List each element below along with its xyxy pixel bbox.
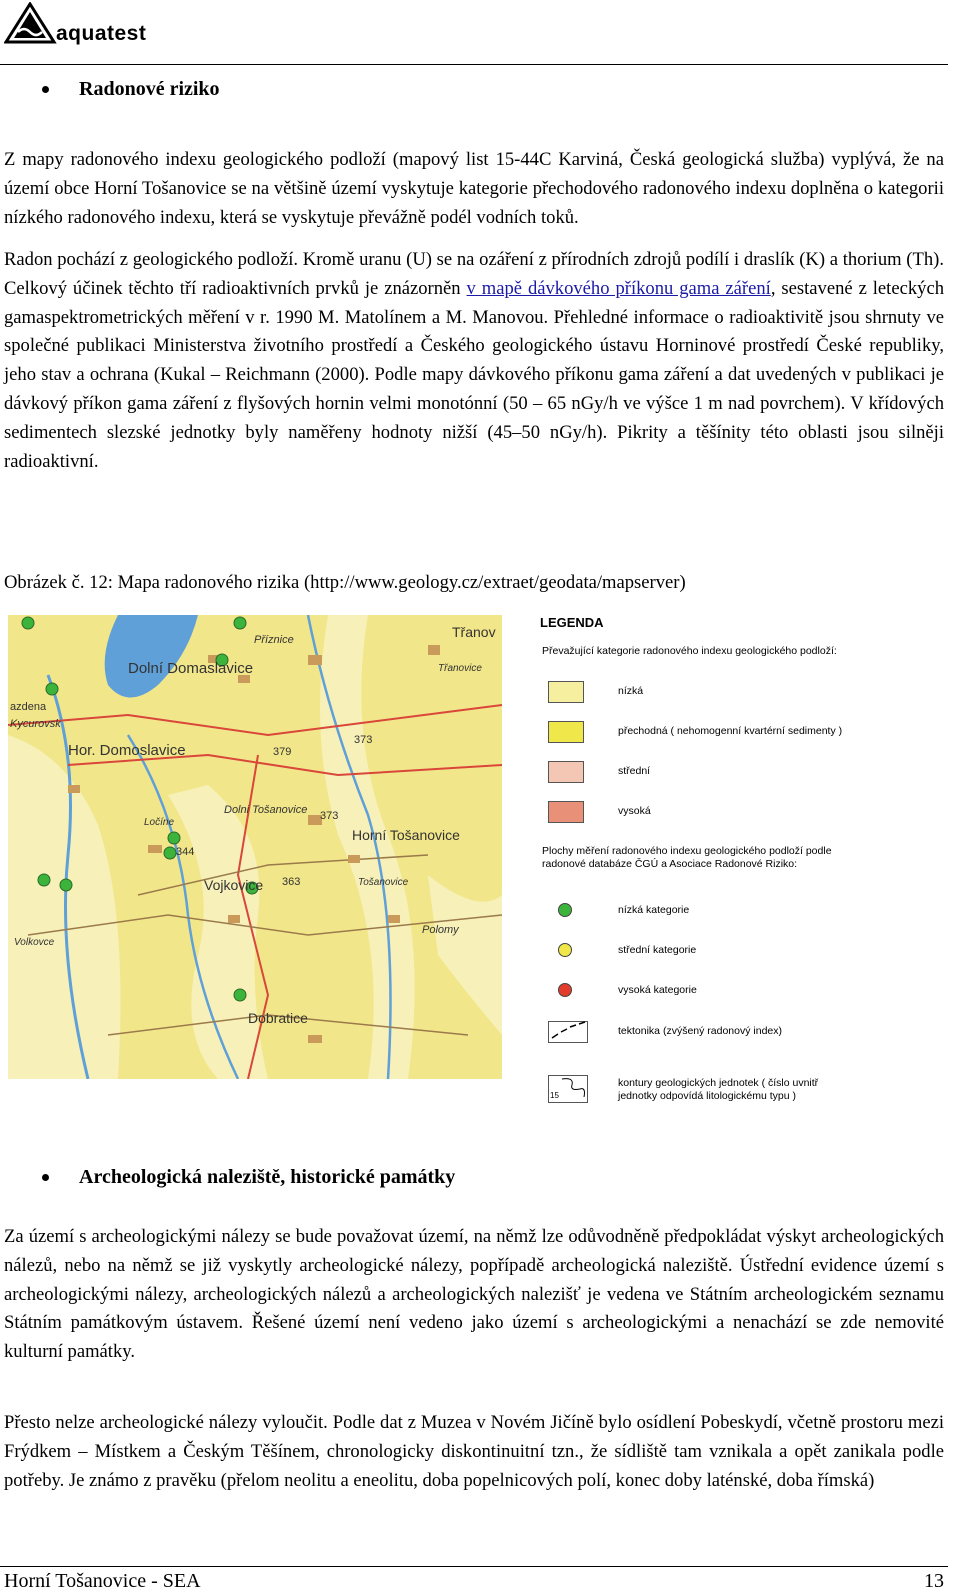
legend-point-low: nízká kategorie bbox=[618, 904, 690, 916]
map-label: Hor. Domoslavice bbox=[68, 742, 186, 759]
gamma-map-link[interactable]: v mapě dávkového příkonu gama záření bbox=[466, 277, 771, 299]
map-label: azdena bbox=[10, 701, 47, 713]
paragraph-text: , sestavené z leteckých gamaspektrometrických měření v r. 1990 M. Matolínem a M. Manovou. Přehledné informace o radioaktivitě jsou shrnuty ve společné publikaci Ministerstva životního prostředí a Českého geologického ústavu Horninové prostředí České republiky, jeho stav a ochrana (Kukal – Reichmann (2000). Podle mapy dávkového příkonu gama záření a dat uvedených v publikaci je dávkový příkon gama záření z flyšových hornin velmi monotónní (50 – 65 nGy/h ve výšce 1 m nad povrchem). V křídových sedimentech slezské jednotky byly naměřeny hodnoty nižší (45–50 nGy/h). Pikrity a těšínity této oblasti jsou silněji radioaktivní. bbox=[4, 277, 945, 472]
map-label: Dolni Tošanovice bbox=[224, 804, 308, 816]
map-label: 363 bbox=[282, 876, 301, 888]
map-label: 344 bbox=[176, 846, 195, 858]
legend-point-high: vysoká kategorie bbox=[618, 984, 697, 996]
map-label: 373 bbox=[320, 810, 339, 822]
legend-swatch-transitional bbox=[548, 721, 584, 743]
page-header bbox=[0, 0, 960, 62]
map-legend bbox=[534, 615, 952, 1128]
map-label: Vojkovice bbox=[204, 877, 264, 893]
paragraph-radon-source bbox=[4, 246, 944, 476]
map-label: Příznice bbox=[254, 634, 294, 646]
figure-caption: Obrázek č. 12: Mapa radonového rizika (http://www.geology.cz/extraet/geodata/mapserver) bbox=[4, 572, 686, 593]
paragraph-text: Radon pochází z geologického podloží. Kromě uranu (U) se na ozáření z přírodních zdrojů podílí i draslík (K) a thorium (Th). Celkový účinek těchto tří radioaktivních prvků je znázorněn bbox=[4, 249, 944, 299]
footer-divider bbox=[0, 1566, 948, 1567]
legend-title: LEGENDA bbox=[540, 615, 604, 630]
radon-risk-figure bbox=[8, 615, 952, 1128]
footer-title: Horní Tošanovice - SEA bbox=[4, 1570, 201, 1592]
map-label: Ločíne bbox=[144, 817, 175, 828]
radon-map bbox=[8, 615, 502, 1079]
legend-tectonics: tektonika (zvýšený radonový index) bbox=[618, 1025, 782, 1037]
map-label: Polomy bbox=[422, 924, 459, 936]
map-label: Třanov bbox=[452, 624, 496, 640]
heading-text: Radonové riziko bbox=[79, 78, 220, 100]
section-heading-archaeology bbox=[4, 1166, 455, 1189]
map-label: 373 bbox=[354, 734, 373, 746]
legend-swatch-high bbox=[548, 801, 584, 823]
legend-dot-medium bbox=[558, 943, 572, 957]
paragraph-archaeology: Za území s archeologickými nálezy se bude považovat území, na němž lze odůvodněně předpokládat výskyt archeologických nálezů, nebo na němž se již vyskytly archeologické nálezy, popřípadě archeologická naleziště. Ústřední evidence území s archeologickými nálezy, archeologických nálezů a archeologických nalezišť je vedena ve Státním archeologickém seznamu Státním památkovým ústavem. Řešené území není vedeno jako území s archeologickými a nenachází se zde nemovité kulturní památky. bbox=[4, 1226, 944, 1363]
legend-dot-high bbox=[558, 983, 572, 997]
map-label: Tošanovice bbox=[358, 877, 409, 888]
logo-text: aquatest bbox=[56, 22, 147, 45]
legend-label-medium: střední bbox=[618, 765, 651, 777]
map-label: Volkovce bbox=[14, 937, 55, 948]
section-heading-radon bbox=[4, 78, 220, 101]
map-label: Dolní Domaslavice bbox=[128, 660, 254, 677]
bullet-icon bbox=[42, 1174, 49, 1181]
paragraph-settlement: Přesto nelze archeologické nálezy vyloučit. Podle dat z Muzea v Novém Jičíně bylo osídlení Pobeskydí, včetně prostoru mezi Frýdkem – Místkem a Českým Těšínem, chronologicky diskontinuitní tzn., že sídliště tam vznikala a opět zanikala podle potřeby. Je známo z pravěku (přelom neolitu a eneolitu, doba popelnicových polí, konec doby laténské, doba římská) bbox=[4, 1412, 944, 1491]
legend-contours: kontury geologických jednotek ( číslo uvnitř jednotky odpovídá litologickému typu ) bbox=[618, 1077, 819, 1102]
header-divider bbox=[0, 64, 948, 65]
legend-swatch-medium bbox=[548, 761, 584, 783]
legend-points-title: Plochy měření radonového indexu geologického podloží podle radonové databáze ČGÚ a Asociace Radonové Riziko: bbox=[542, 845, 832, 870]
bullet-icon bbox=[42, 86, 49, 93]
legend-label-transitional: přechodná ( nehomogenní kvartérní sedimenty ) bbox=[618, 725, 843, 737]
map-label: Horní Tošanovice bbox=[352, 827, 460, 843]
tectonics-line-icon bbox=[548, 1021, 588, 1043]
heading-text: Archeologická naleziště, historické památky bbox=[79, 1166, 456, 1188]
legend-label-low: nízká bbox=[618, 685, 644, 697]
contour-number: 15 bbox=[550, 1091, 559, 1100]
legend-subtitle: Převažující kategorie radonového indexu geologického podloží: bbox=[542, 645, 837, 657]
legend-point-medium: střední kategorie bbox=[618, 944, 697, 956]
map-label: Kycurovsk bbox=[10, 718, 61, 730]
legend-swatch-low bbox=[548, 681, 584, 703]
legend-label-high: vysoká bbox=[618, 805, 651, 817]
map-label: Třanovice bbox=[438, 663, 482, 674]
paragraph-radon-index: Z mapy radonového indexu geologického podloží (mapový list 15-44C Karviná, Česká geologická služba) vyplývá, že na území obce Horní Tošanovice se na většině území vyskytuje kategorie přechodového radonového indexu doplněna o kategorii nízkého radonového indexu, která se vyskytuje převážně podél vodních toků. bbox=[4, 149, 944, 228]
page-number: 13 bbox=[924, 1570, 944, 1592]
map-label: 379 bbox=[273, 746, 292, 758]
legend-dot-low bbox=[558, 903, 572, 917]
map-label: Dobratice bbox=[248, 1010, 308, 1026]
